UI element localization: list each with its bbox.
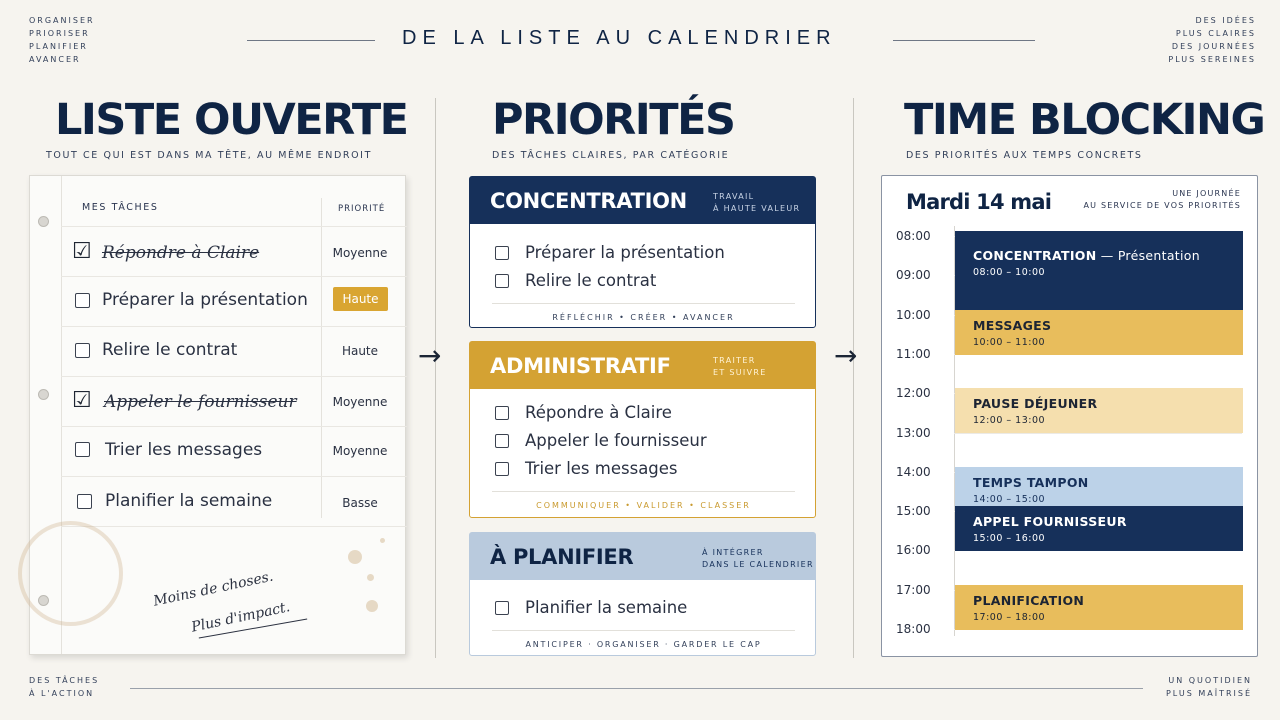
card-header (470, 177, 815, 224)
card-title: CONCENTRATION (490, 189, 687, 213)
left-word: ORGANISER (29, 16, 95, 25)
task-label: Relire le contrat (102, 340, 238, 360)
card-tag-line: DANS LE CALENDRIER (702, 560, 814, 569)
column-divider (853, 98, 854, 658)
column-heading-priorities: PRIORITÉS (492, 95, 735, 145)
task-checkbox[interactable] (495, 246, 509, 260)
footer-right (1166, 674, 1252, 700)
card-header (470, 533, 815, 580)
event-time: 14:00 – 15:00 (973, 493, 1046, 505)
footer-left-line: DES TÂCHES (29, 676, 100, 685)
column-heading-list: LISTE OUVERTE (55, 95, 408, 145)
priority-badge-high: Haute (333, 287, 388, 311)
right-word: DES JOURNÉES (1171, 42, 1256, 51)
column-heading-timeblocking: TIME BLOCKING (904, 95, 1265, 145)
row-line (61, 426, 407, 427)
row-line (61, 526, 407, 527)
card-tag-line: À HAUTE VALEUR (713, 204, 801, 213)
task-checkbox[interactable] (495, 434, 509, 448)
task-checkbox[interactable] (495, 601, 509, 615)
task-priority: Moyenne (332, 246, 388, 260)
card-task[interactable] (495, 403, 672, 422)
right-word: PLUS CLAIRES (1175, 29, 1256, 38)
task-checkbox[interactable] (495, 406, 509, 420)
calendar-event[interactable] (955, 310, 1243, 355)
title-rule-right (893, 40, 1035, 41)
calendar-event[interactable] (955, 506, 1243, 551)
hour-label: 14:00 (896, 464, 931, 479)
task-priority: Moyenne (332, 395, 388, 409)
event-time: 10:00 – 11:00 (973, 336, 1046, 348)
card-header (470, 342, 815, 389)
card-task[interactable] (495, 271, 656, 290)
task-priority: Moyenne (332, 444, 388, 458)
card-tag (713, 191, 800, 215)
handwritten-note-line2: Plus d'impact. (190, 599, 292, 636)
calendar-event[interactable] (955, 231, 1243, 316)
priority-column-header: PRIORITÉ (338, 204, 386, 214)
task-checkbox[interactable] (495, 462, 509, 476)
event-title: APPEL FOURNISSEUR (973, 514, 1127, 530)
card-tag-line: À INTÉGRER (702, 548, 764, 557)
card-tag-line: TRAVAIL (713, 192, 755, 201)
hour-label: 10:00 (896, 307, 931, 322)
handwritten-note-line1: Moins de choses. (152, 568, 275, 610)
event-name (973, 396, 1243, 411)
arrow-right-icon: → (834, 339, 858, 372)
row-line (61, 226, 407, 227)
event-title: PAUSE DÉJEUNER (973, 396, 1098, 412)
card-task[interactable] (495, 243, 725, 262)
card-task-label: Préparer la présentation (525, 243, 725, 262)
column-subtitle-timeblocking: DES PRIORITÉS AUX TEMPS CONCRETS (906, 150, 1143, 161)
task-checkbox[interactable] (75, 293, 90, 308)
column-subtitle-list: TOUT CE QUI EST DANS MA TÊTE, AU MÊME ENDROIT (46, 150, 372, 161)
card-tag (713, 355, 767, 379)
stain-dot (348, 550, 362, 564)
day-calendar (881, 175, 1258, 657)
calendar-subtitle (1083, 188, 1241, 212)
arrow-right-icon: → (418, 339, 442, 372)
hour-label: 16:00 (896, 543, 931, 558)
card-task-label: Appeler le fournisseur (525, 431, 707, 450)
coffee-stain (18, 521, 123, 626)
category-card-concentration[interactable] (469, 176, 816, 328)
task-checkbox[interactable] (495, 274, 509, 288)
footer-right-line: UN QUOTIDIEN (1168, 676, 1252, 685)
task-checkbox[interactable] (75, 343, 90, 358)
checkmark-icon[interactable]: ☑ (72, 239, 92, 264)
task-label: Préparer la présentation (102, 290, 308, 310)
tasks-column-header: MES TÂCHES (82, 202, 159, 213)
event-title: MESSAGES (973, 317, 1052, 333)
notebook-column-line (321, 198, 322, 518)
card-footer: ANTICIPER · ORGANISER · GARDER LE CAP (492, 630, 795, 649)
event-name (973, 593, 1243, 608)
row-line (61, 476, 407, 477)
row-line (61, 376, 407, 377)
event-name (973, 514, 1243, 529)
stain-dot (366, 600, 378, 612)
task-label: Planifier la semaine (105, 491, 273, 511)
calendar-date: Mardi 14 mai (906, 190, 1052, 214)
binder-hole (38, 216, 49, 227)
hour-label: 13:00 (896, 425, 931, 440)
left-word: AVANCER (29, 55, 81, 64)
hour-label: 08:00 (896, 229, 931, 243)
task-priority: Basse (342, 496, 378, 510)
event-name (973, 318, 1243, 333)
card-task-label: Répondre à Claire (525, 403, 672, 422)
column-divider (435, 98, 436, 658)
event-name (973, 248, 1243, 263)
calendar-subtitle-line: UNE JOURNÉE (1172, 189, 1241, 198)
task-priority: Haute (341, 344, 379, 358)
task-label: Trier les messages (105, 440, 263, 460)
right-word: PLUS SEREINES (1168, 55, 1256, 64)
event-time: 08:00 – 10:00 (973, 267, 1046, 278)
page-title: DE LA LISTE AU CALENDRIER (402, 27, 837, 49)
left-word: PLANIFIER (29, 42, 88, 51)
category-card-administratif[interactable] (469, 341, 816, 518)
card-task[interactable] (495, 459, 678, 478)
event-detail: — Présentation (1096, 248, 1200, 263)
event-name (973, 475, 1243, 490)
calendar-event[interactable] (955, 585, 1243, 630)
card-tag-line: TRAITER (713, 356, 756, 365)
footer-left (29, 674, 99, 700)
stain-dot (367, 574, 374, 581)
row-line (61, 326, 407, 327)
title-rule-left (247, 40, 375, 41)
category-card-a-planifier[interactable] (469, 532, 816, 656)
hour-label: 15:00 (896, 504, 931, 519)
calendar-event[interactable] (955, 388, 1243, 433)
hour-label: 18:00 (896, 622, 931, 636)
card-title: À PLANIFIER (490, 545, 634, 569)
event-title: TEMPS TAMPON (973, 474, 1089, 490)
card-tag-line: ET SUIVRE (713, 368, 767, 377)
right-word: DES IDÉES (1195, 16, 1256, 25)
stain-dot (380, 538, 385, 543)
card-title: ADMINISTRATIF (490, 354, 671, 378)
card-task-label: Relire le contrat (525, 271, 657, 290)
hour-label: 17:00 (896, 582, 931, 597)
calendar-subtitle-line: AU SERVICE DE VOS PRIORITÉS (1083, 201, 1241, 210)
event-time: 12:00 – 13:00 (973, 415, 1046, 427)
task-label: Répondre à Claire (102, 243, 260, 263)
header-right-words (1168, 14, 1256, 66)
task-label: Appeler le fournisseur (104, 392, 297, 412)
card-tag (702, 547, 814, 571)
hour-label: 12:00 (896, 386, 931, 401)
row-line (61, 276, 407, 277)
column-subtitle-priorities: DES TÂCHES CLAIRES, PAR CATÉGORIE (492, 150, 730, 161)
card-footer: COMMUNIQUER • VALIDER • CLASSER (492, 491, 795, 510)
footer-rule (130, 688, 1143, 689)
event-time: 17:00 – 18:00 (973, 611, 1046, 623)
binder-hole (38, 389, 49, 400)
checkmark-icon[interactable]: ☑ (72, 388, 92, 413)
card-task[interactable] (495, 598, 687, 617)
card-task[interactable] (495, 431, 707, 450)
event-title: PLANIFICATION (973, 592, 1085, 608)
hour-label: 11:00 (896, 346, 931, 361)
footer-right-line: PLUS MAÎTRISÉ (1165, 689, 1252, 698)
card-task-label: Trier les messages (525, 459, 678, 478)
hour-label: 09:00 (896, 268, 931, 283)
event-title: CONCENTRATION (973, 248, 1097, 263)
header-left-words (29, 14, 95, 66)
task-notebook (29, 175, 406, 655)
card-task-label: Planifier la semaine (525, 598, 688, 617)
footer-left-line: À L'ACTION (29, 689, 95, 698)
left-word: PRIORISER (29, 29, 90, 38)
event-time: 15:00 – 16:00 (973, 533, 1046, 545)
task-checkbox[interactable] (75, 442, 90, 457)
task-checkbox[interactable] (77, 494, 92, 509)
card-footer: RÉFLÉCHIR • CRÉER • AVANCER (492, 303, 795, 322)
